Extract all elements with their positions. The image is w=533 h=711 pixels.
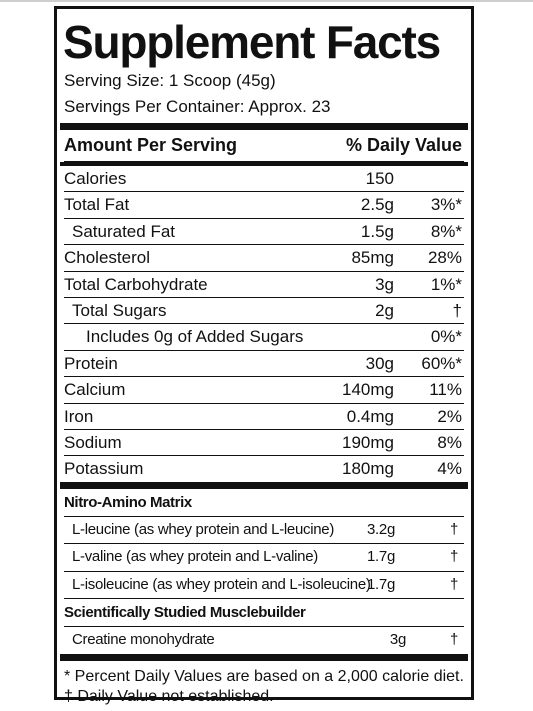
ingredient-daily-value: †: [449, 548, 458, 566]
ingredient-name: L-leucine (as whey protein and L-leucine): [72, 520, 335, 538]
nutrient-row-protein: [64, 351, 464, 377]
matrix-row-valine: [64, 544, 464, 572]
nutrient-amount: 2.5g: [360, 195, 394, 215]
nutrient-row-total-sugars: [64, 298, 464, 324]
nutrient-daily-value: 2%: [437, 406, 462, 426]
nutrient-amount: 30g: [365, 353, 394, 373]
nutrient-daily-value: †: [452, 300, 462, 320]
musclebuilder-section-title: Scientifically Studied Musclebuilder: [64, 599, 464, 627]
nutrient-row-potassium: [64, 456, 464, 481]
ingredient-daily-value: †: [449, 575, 458, 593]
nutrient-daily-value: 0%*: [430, 327, 462, 347]
nutrient-name: Total Carbohydrate: [64, 274, 208, 294]
footnote-not-established: † Daily Value not established.: [64, 687, 274, 705]
nutrient-daily-value: 60%*: [421, 353, 462, 373]
top-edge-line: [0, 0, 533, 2]
nutrient-daily-value: 4%: [437, 459, 462, 479]
nutrient-amount: 190mg: [342, 432, 394, 452]
nutrient-row-iron: [64, 404, 464, 430]
daily-value-heading: % Daily Value: [345, 135, 462, 155]
nutrient-amount: 1.5g: [360, 221, 394, 241]
nutrient-name: Iron: [64, 406, 94, 426]
panel-title: Supplement Facts: [63, 16, 440, 68]
thick-divider: [60, 482, 468, 489]
nutrient-row-sodium: [64, 430, 464, 456]
nutrient-row-total-carbohydrate: [64, 272, 464, 298]
serving-size: Serving Size: 1 Scoop (45g): [64, 71, 276, 90]
nutrient-amount: 3g: [375, 274, 394, 294]
nutrient-row-calories: [64, 166, 464, 192]
matrix-section-title: Nitro-Amino Matrix: [64, 489, 464, 517]
nutrient-name: Sodium: [64, 432, 122, 452]
nutrient-name: Protein: [64, 353, 118, 373]
nutrient-row-total-fat: [64, 192, 464, 218]
nutrient-name: Calcium: [64, 380, 126, 400]
ingredient-name: L-valine (as whey protein and L-valine): [72, 548, 318, 566]
nutrient-daily-value: 3%*: [430, 195, 462, 215]
nutrient-daily-value: 8%: [437, 432, 462, 452]
nutrient-row-added-sugars: [64, 324, 464, 350]
nutrient-amount: 150: [365, 169, 394, 188]
nutrient-row-saturated-fat: [64, 219, 464, 245]
ingredient-amount: 3g: [389, 631, 406, 649]
matrix-row-leucine: [64, 517, 464, 545]
matrix-row-isoleucine: [64, 572, 464, 600]
nutrient-name: Saturated Fat: [72, 221, 176, 241]
nutrient-row-cholesterol: [64, 245, 464, 271]
nutrient-name: Potassium: [64, 459, 144, 479]
ingredient-amount: 1.7g: [367, 575, 395, 593]
ingredient-name: L-isoleucine (as whey protein and L-isoleucine): [72, 575, 371, 593]
nutrient-name: Total Sugars: [72, 300, 167, 320]
supplement-facts-panel: [54, 6, 474, 705]
nutrient-name: Cholesterol: [64, 248, 150, 268]
nutrient-name: Total Fat: [64, 195, 130, 215]
footnotes: [64, 667, 464, 707]
musclebuilder-row-creatine: [64, 627, 464, 654]
ingredient-daily-value: †: [449, 520, 458, 538]
nutrient-row-calcium: [64, 377, 464, 403]
nutrient-name: Includes 0g of Added Sugars: [86, 327, 304, 347]
ingredient-amount: 1.7g: [367, 548, 395, 566]
ingredient-daily-value: †: [449, 631, 458, 649]
ingredient-amount: 3.2g: [367, 520, 395, 538]
thick-divider: [60, 123, 468, 130]
nutrient-amount: 85mg: [351, 248, 394, 268]
nutrient-daily-value: 8%*: [430, 221, 462, 241]
nutrient-name: Calories: [64, 169, 127, 188]
thick-divider: [60, 654, 468, 661]
nutrient-daily-value: 11%: [429, 380, 462, 400]
nutrient-amount: 140mg: [342, 380, 394, 400]
servings-per-container: Servings Per Container: Approx. 23: [64, 97, 331, 116]
nutrient-daily-value: 28%: [427, 248, 462, 268]
amount-per-serving-heading: Amount Per Serving: [64, 135, 238, 155]
nutrient-amount: 0.4mg: [346, 406, 394, 426]
footnote-daily-values: * Percent Daily Values are based on a 2,000 calorie diet.: [64, 667, 464, 685]
nutrient-amount: 2g: [375, 300, 394, 320]
nutrient-daily-value: 1%*: [430, 274, 462, 294]
nutrient-amount: 180mg: [342, 459, 394, 479]
column-header-row: [64, 130, 464, 162]
ingredient-name: Creatine monohydrate: [72, 631, 215, 649]
